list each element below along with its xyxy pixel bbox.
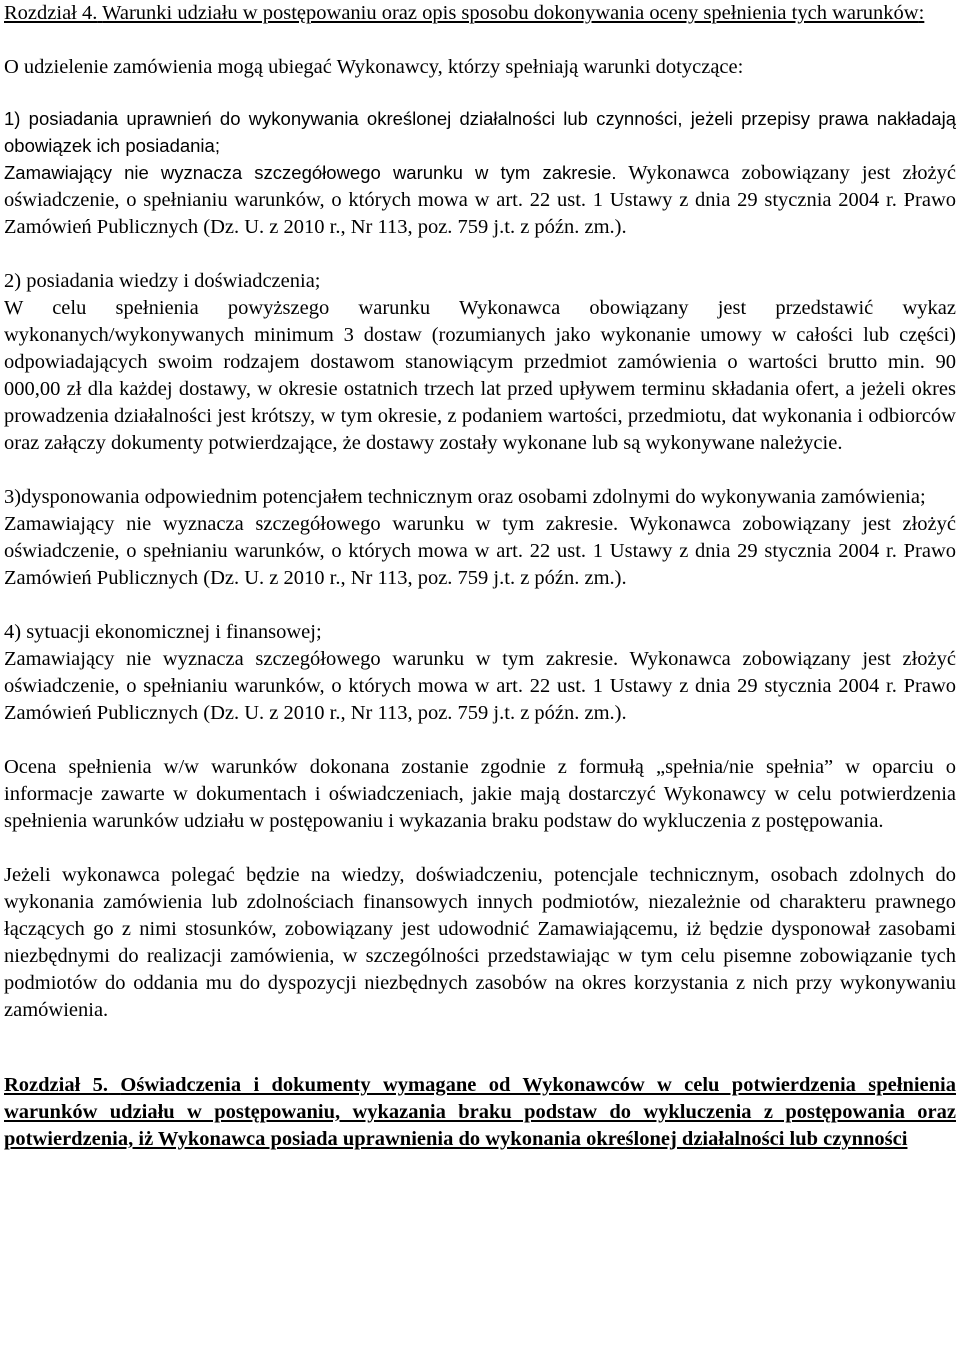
chapter-4-colon: : [918, 2, 925, 24]
chapter-5-title: Oświadczenia i dokumenty wymagane od Wykonawców w celu potwierdzenia spełnienia warunków udziału w postępowaniu, wykazania braku podstaw do wykluczenia z postępowania oraz potwierdzenia, iż Wykonawca posiada uprawnienia do wykonania określonej działalności lub czynności [4, 1074, 956, 1150]
chapter-4-title: Warunki udziału w postępowaniu oraz opis sposobu dokonywania oceny spełnienia tych warunków [102, 2, 919, 24]
chapter-5-heading [4, 1072, 956, 1153]
assessment-paragraph: Ocena spełnienia w/w warunków dokonana zostanie zgodnie z formułą „spełnia/nie spełnia” w oparciu o informacje zawarte w dokumentach i oświadczeniach, jakie mają dostarczyć Wykonawcy w celu potwierdzenia spełnienia warunków udziału w postępowaniu i wykazania braku podstaw do wykluczenia z postępowania. [4, 756, 956, 832]
condition-1-sans-part: Zamawiający nie wyznacza szczegółowego warunku w tym zakresie. [4, 162, 617, 183]
condition-3-title: 3)dysponowania odpowiednim potencjałem technicznym oraz osobami zdolnymi do wykonywania zamówienia; [4, 486, 926, 508]
condition-2-body: W celu spełnienia powyższego warunku Wykonawca obowiązany jest przedstawić wykaz wykonanych/wykonywanych minimum 3 dostaw (rozumianych jako wykonanie umowy w całości lub części) odpowiadających swoim rodzajem dostawom stanowiącym przedmiot zamówienia o wartości brutto min. 90 000,00 zł dla każdej dostawy, w okresie ostatnich trzech lat przed upływem terminu składania ofert, a jeżeli okres prowadzenia działalności jest krótszy, w tym okresie, z podaniem wartości, przedmiotu, dat wykonania i odbiorców oraz załączy dokumenty potwierdzające, że dostawy zostały wykonane lub są wykonywane należycie. [4, 297, 956, 454]
chapter-5-label: Rozdział 5. [4, 1074, 109, 1096]
condition-4-title: 4) sytuacji ekonomicznej i finansowej; [4, 621, 322, 643]
chapter-4-label: Rozdział 4. [4, 2, 98, 24]
condition-1-serif-part: Wykonawca zobowiązany jest złożyć oświadczenie, o spełnianiu warunków, o których mowa w art. 22 ust. 1 Ustawy z dnia 29 stycznia 2004 r. Prawo Zamówień Publicznych (Dz. U. z 2010 r., Nr 113, poz. 759 j.t. z późn. zm.). [4, 162, 956, 238]
condition-3-body: Zamawiający nie wyznacza szczegółowego warunku w tym zakresie. Wykonawca zobowiązany jest złożyć oświadczenie, o spełnianiu warunków, o których mowa w art. 22 ust. 1 Ustawy z dnia 29 stycznia 2004 r. Prawo Zamówień Publicznych (Dz. U. z 2010 r., Nr 113, poz. 759 j.t. z późn. zm.). [4, 513, 956, 589]
condition-1-body [4, 159, 956, 241]
condition-2-title: 2) posiadania wiedzy i doświadczenia; [4, 270, 321, 292]
chapter-4-heading [4, 0, 956, 27]
condition-4-body: Zamawiający nie wyznacza szczegółowego warunku w tym zakresie. Wykonawca zobowiązany jest złożyć oświadczenie, o spełnianiu warunków, o których mowa w art. 22 ust. 1 Ustawy z dnia 29 stycznia 2004 r. Prawo Zamówień Publicznych (Dz. U. z 2010 r., Nr 113, poz. 759 j.t. z późn. zm.). [4, 648, 956, 724]
intro-paragraph: O udzielenie zamówienia mogą ubiegać Wykonawcy, którzy spełniają warunki dotyczące: [4, 56, 744, 78]
reliance-paragraph: Jeżeli wykonawca polegać będzie na wiedzy, doświadczeniu, potencjale technicznym, osobach zdolnych do wykonania zamówienia lub zdolnościach finansowych innych podmiotów, niezależnie od charakteru prawnego łączących go z nimi stosunków, zobowiązany jest udowodnić Zamawiającemu, iż będzie dysponował zasobami niezbędnymi do realizacji zamówienia, w szczególności przedstawiając w tym celu pisemne zobowiązanie tych podmiotów do oddania mu do dyspozycji niezbędnych zasobów na okres korzystania z nich przy wykonywaniu zamówienia. [4, 864, 956, 1021]
condition-1-title: 1) posiadania uprawnień do wykonywania określonej działalności lub czynności, jeżeli przepisy prawa nakładają obowiązek ich posiadania; [4, 108, 956, 156]
